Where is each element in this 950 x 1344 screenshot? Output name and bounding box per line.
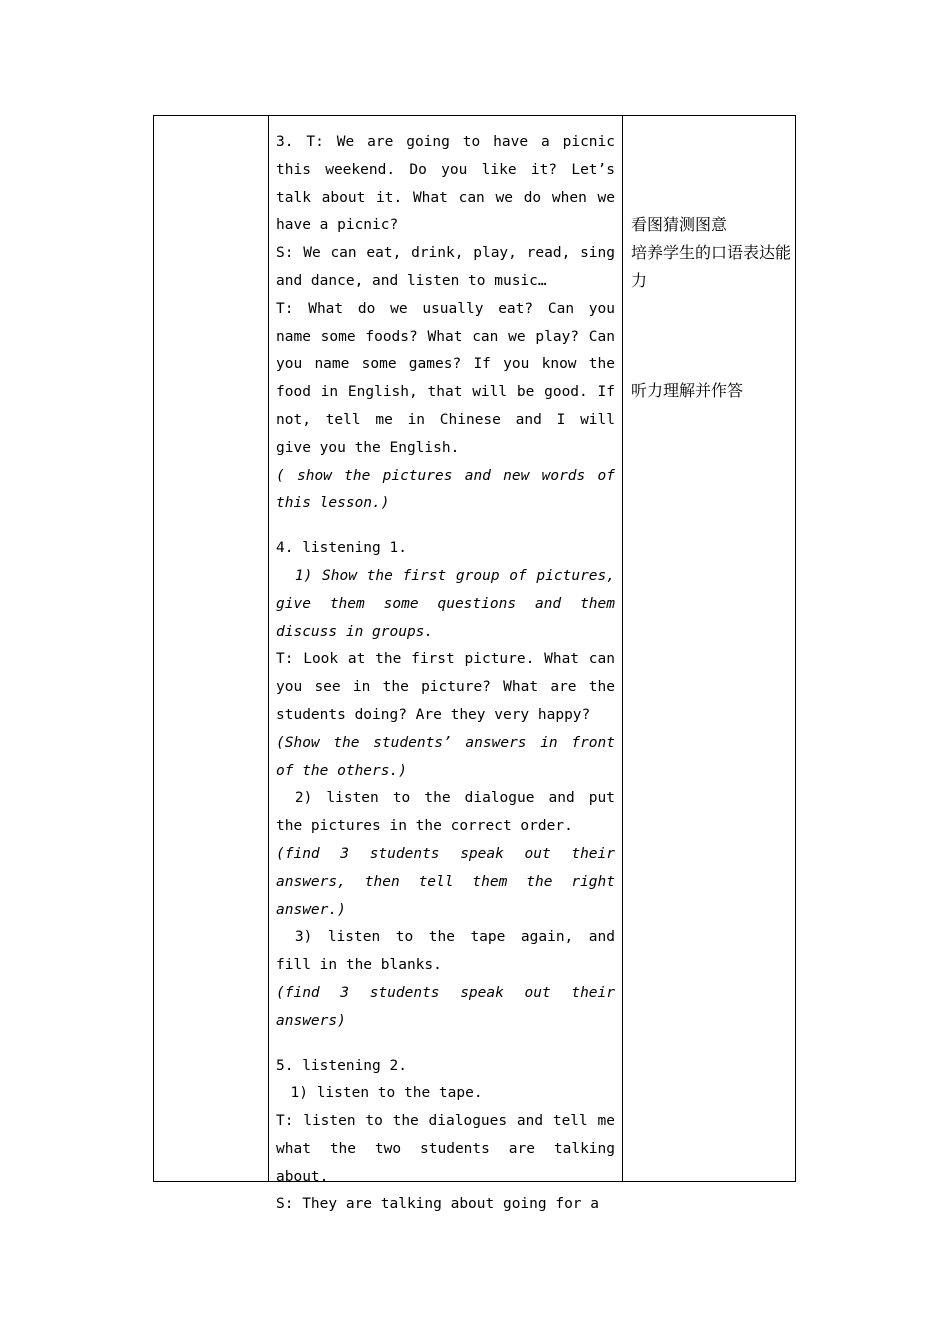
step5-student-answer: S: They are talking about going for a xyxy=(276,1196,600,1213)
step4-item1: 1) Show the first group of pictures, give them some questions and them discuss in groups. xyxy=(276,567,615,640)
step4-teacher-question: T: Look at the first picture. What can you see in the picture? What are the students doing? Are they very happy? xyxy=(276,651,615,723)
step5-teacher-question: T: listen to the dialogues and tell me what the two students are talking about. xyxy=(276,1113,615,1185)
step4-item3: 3) listen to the tape again, and fill in the blanks. xyxy=(276,929,615,974)
step4-note1: (Show the students’ answers in front of the others.) xyxy=(276,734,615,779)
step4-item2: 2) listen to the dialogue and put the pictures in the correct order. xyxy=(276,790,615,835)
intent-line-2: 培养学生的口语表达能力 xyxy=(631,242,792,290)
design-intent-cell xyxy=(631,211,793,405)
step4-title: 4. listening 1. xyxy=(276,540,407,557)
lesson-plan-table xyxy=(153,115,796,1213)
column-divider xyxy=(268,116,269,1181)
step4-note2: (find 3 students speak out their answers, then tell them the right answer.) xyxy=(276,845,615,918)
step5-item1: 1) listen to the tape. xyxy=(290,1085,483,1102)
step3-student-answer: S: We can eat, drink, play, read, sing and dance, and listen to music… xyxy=(276,245,615,289)
column-divider xyxy=(622,116,623,1181)
step4-note3: (find 3 students speak out their answers) xyxy=(276,984,615,1029)
step5-title: 5. listening 2. xyxy=(276,1057,407,1074)
step3-teacher-intro: 3. T: We are going to have a picnic this weekend. Do you like it? Let’s talk about it. What can we do when we have a picnic? xyxy=(276,134,615,234)
teaching-process-cell xyxy=(276,129,615,1213)
left-column-cell xyxy=(154,116,268,1181)
intent-line-1: 看图猜测图意 xyxy=(631,215,728,234)
step3-note: ( show the pictures and new words of this lesson.) xyxy=(276,467,615,512)
step3-teacher-question: T: What do we usually eat? Can you name some foods? What can we play? Can you name some games? If you know the food in English, that will be good. If not, tell me in Chinese and I will give you the English. xyxy=(276,300,615,456)
intent-line-3: 听力理解并作答 xyxy=(631,381,744,401)
